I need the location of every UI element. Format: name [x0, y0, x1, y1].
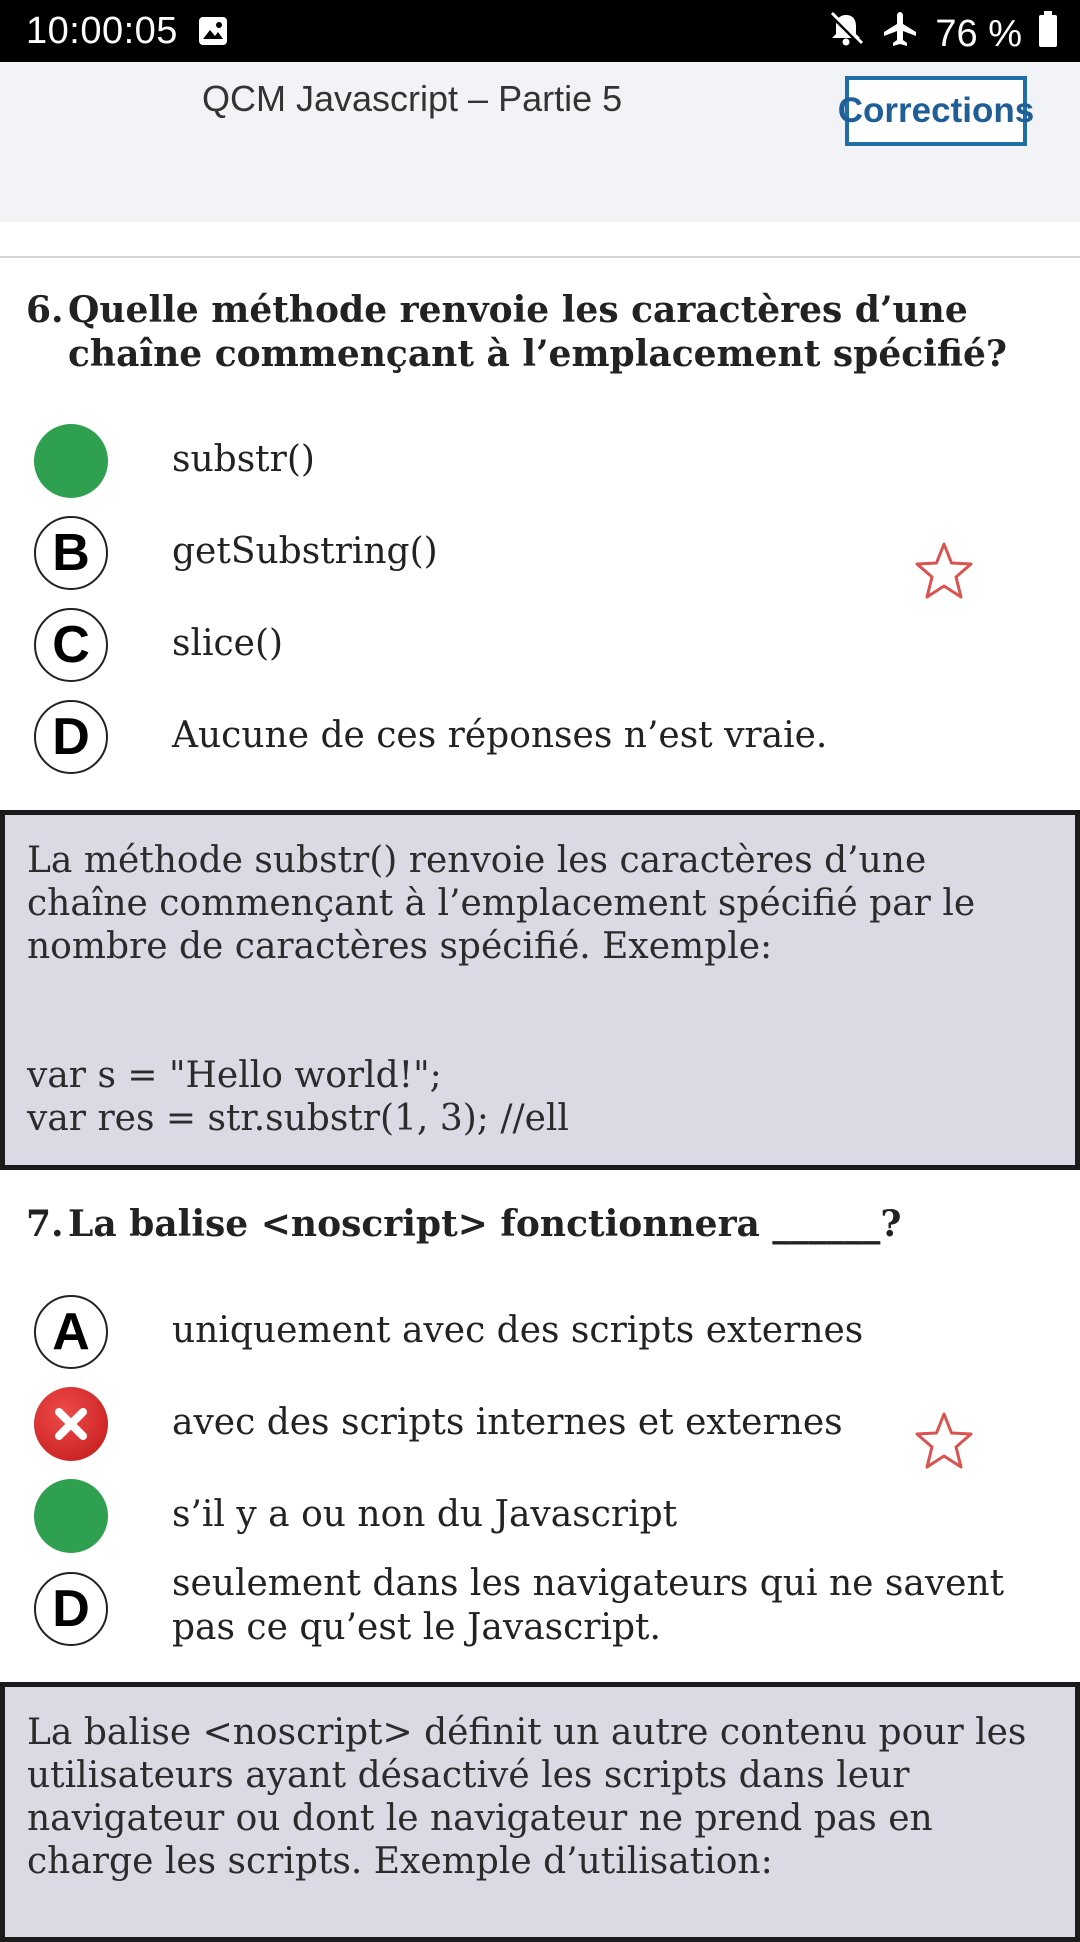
option-text: Aucune de ces réponses n’est vraie. [172, 715, 828, 756]
question-text: La balise <noscript> fonctionnera ______? [68, 1203, 902, 1245]
correct-answer-badge [34, 424, 108, 498]
code-line: var s = "Hello world!"; [27, 1055, 442, 1096]
status-bar [0, 0, 1080, 62]
battery-percent: 76 % [935, 12, 1022, 55]
option-text: getSubstring() [172, 531, 438, 572]
question-number: 7. [26, 1203, 64, 1245]
explanation-text: La méthode substr() renvoie les caractères d’une chaîne commençant à l’emplacement spécifié par le nombre de caractères spécifié. Exemple: [27, 840, 976, 967]
option-text: slice() [172, 623, 284, 664]
battery-icon [1038, 11, 1058, 57]
page-title: QCM Javascript – Partie 5 [202, 78, 623, 119]
corrections-button[interactable]: Corrections [845, 76, 1027, 146]
option-text: substr() [172, 439, 315, 480]
option-letter-badge: D [34, 700, 108, 774]
favorite-star-icon[interactable] [913, 1410, 975, 1476]
option-text: avec des scripts internes et externes [172, 1402, 843, 1443]
q7-option-c[interactable] [0, 1475, 1080, 1561]
correct-answer-badge [34, 1479, 108, 1553]
q6-option-d[interactable] [0, 696, 1080, 782]
option-text: uniquement avec des scripts externes [172, 1310, 864, 1351]
wrong-answer-icon [34, 1387, 108, 1461]
airplane-icon [881, 10, 919, 58]
status-time: 10:00:05 [26, 10, 178, 52]
option-letter-badge: C [34, 608, 108, 682]
q7-option-a[interactable] [0, 1291, 1080, 1377]
app-header [0, 62, 1080, 222]
question-7 [26, 1202, 1056, 1248]
code-line: var res = str.substr(1, 3); //ell [27, 1098, 569, 1139]
question-text: Quelle méthode renvoie les caractères d’une chaîne commençant à l’emplacement spécifié? [68, 289, 1007, 375]
q6-option-c[interactable] [0, 604, 1080, 690]
option-text: s’il y a ou non du Javascript [172, 1494, 678, 1535]
explanation-text: La balise <noscript> définit un autre contenu pour les utilisateurs ayant désactivé les scripts dans leur navigateur ou dont le navigateur ne prend pas en charge les scripts. Exemple d’utilisation: [27, 1712, 1027, 1882]
option-letter-badge: D [34, 1572, 108, 1646]
option-letter-badge: A [34, 1295, 108, 1369]
explanation-box-7 [0, 1682, 1080, 1942]
question-6 [26, 288, 1056, 378]
q7-option-d[interactable] [0, 1563, 1080, 1676]
explanation-box-6 [0, 810, 1080, 1170]
q6-option-a[interactable] [0, 420, 1080, 506]
image-notification-icon [198, 16, 228, 51]
favorite-star-icon[interactable] [913, 540, 975, 606]
header-divider [0, 256, 1080, 258]
bell-muted-icon [827, 10, 865, 58]
option-letter-badge: B [34, 516, 108, 590]
option-text: seulement dans les navigateurs qui ne savent pas ce qu’est le Javascript. [172, 1563, 1005, 1648]
question-number: 6. [26, 289, 64, 331]
